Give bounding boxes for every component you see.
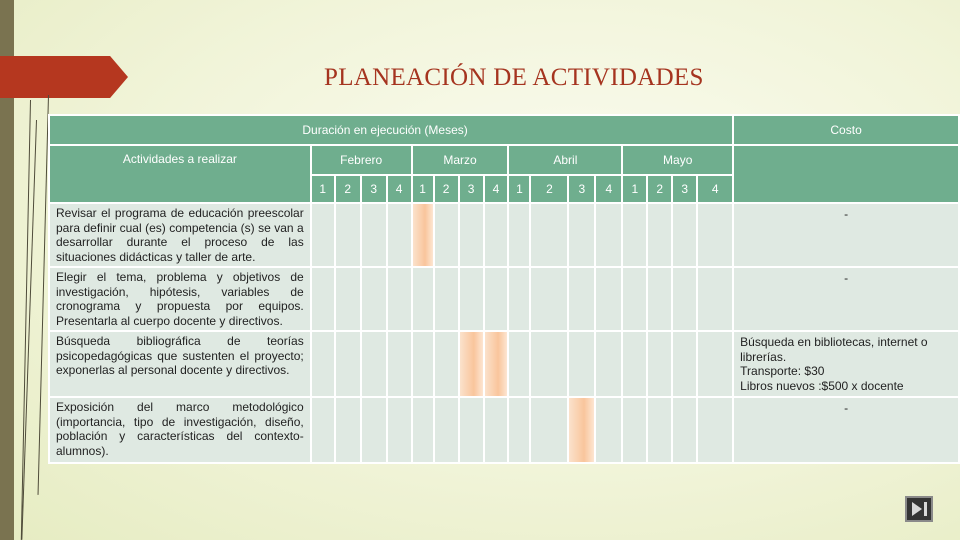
- week-cell: [387, 267, 412, 331]
- cost-cell: [733, 331, 959, 397]
- cost-line: Transporte: $30: [740, 364, 825, 378]
- week-cell: [361, 203, 387, 267]
- week-cell: [530, 267, 568, 331]
- activities-header: Actividades a realizar: [49, 145, 311, 203]
- week-header: 3: [459, 175, 484, 203]
- cost-line: -: [844, 207, 849, 221]
- next-slide-button[interactable]: [905, 496, 933, 522]
- week-header: 3: [568, 175, 595, 203]
- week-cell: [622, 331, 647, 397]
- week-header: 3: [361, 175, 387, 203]
- week-header: 2: [530, 175, 568, 203]
- month-header: Abril: [508, 145, 622, 175]
- week-cell: [647, 331, 672, 397]
- week-header: 2: [647, 175, 672, 203]
- month-header: Marzo: [412, 145, 509, 175]
- cost-line: -: [844, 271, 849, 285]
- week-cell: [595, 267, 622, 331]
- week-header: 3: [672, 175, 697, 203]
- cost-cell: [733, 397, 959, 463]
- activity-cell: Elegir el tema, problema y objetivos de investigación, hipótesis, variables de cronograma y propuesta por equipos. Presentarla al cuerpo docente y directivos.: [49, 267, 311, 331]
- scheduled-week-cell: [459, 331, 484, 397]
- week-cell: [434, 203, 459, 267]
- months-row: [49, 145, 959, 175]
- week-cell: [568, 203, 595, 267]
- month-header: Febrero: [311, 145, 412, 175]
- duration-header: Duración en ejecución (Meses): [302, 123, 468, 137]
- cost-cell: [733, 203, 959, 267]
- week-cell: [697, 331, 733, 397]
- week-cell: [459, 267, 484, 331]
- week-cell: [595, 397, 622, 463]
- scheduled-week-cell: [568, 397, 595, 463]
- scheduled-week-cell: [484, 331, 509, 397]
- week-cell: [672, 397, 697, 463]
- week-cell: [672, 331, 697, 397]
- week-header: 4: [595, 175, 622, 203]
- week-header: 1: [412, 175, 434, 203]
- week-cell: [434, 331, 459, 397]
- week-cell: [335, 267, 361, 331]
- week-cell: [335, 397, 361, 463]
- week-header: 1: [622, 175, 647, 203]
- week-cell: [530, 331, 568, 397]
- week-cell: [434, 397, 459, 463]
- table-row: [49, 267, 959, 331]
- week-header: 4: [387, 175, 412, 203]
- week-cell: [622, 397, 647, 463]
- week-cell: [335, 331, 361, 397]
- week-cell: [361, 397, 387, 463]
- table-row: [49, 203, 959, 267]
- week-header: 1: [311, 175, 335, 203]
- week-cell: [530, 203, 568, 267]
- week-header: 4: [697, 175, 733, 203]
- activities-table: [48, 114, 960, 464]
- week-cell: [508, 267, 530, 331]
- week-cell: [412, 267, 434, 331]
- week-header: 2: [335, 175, 361, 203]
- week-cell: [647, 397, 672, 463]
- table-row: [49, 397, 959, 463]
- week-header: 1: [508, 175, 530, 203]
- cost-line: Búsqueda en bibliotecas, internet o librerías.: [740, 335, 928, 364]
- activity-cell: Revisar el programa de educación preescolar para definir cual (es) competencia (s) se van a desarrollar durante el proceso de las situaciones didácticas y taller de arte.: [49, 203, 311, 267]
- week-cell: [434, 267, 459, 331]
- activity-cell: Exposición del marco metodológico (importancia, tipo de investigación, diseño, población y características del contexto- alumnos).: [49, 397, 311, 463]
- week-cell: [311, 331, 335, 397]
- week-cell: [484, 267, 509, 331]
- week-cell: [508, 397, 530, 463]
- cost-header: Costo: [733, 115, 959, 145]
- week-header: 2: [434, 175, 459, 203]
- week-cell: [459, 397, 484, 463]
- week-cell: [508, 331, 530, 397]
- scheduled-week-cell: [412, 203, 434, 267]
- cost-cell: [733, 267, 959, 331]
- week-cell: [387, 203, 412, 267]
- week-cell: [459, 203, 484, 267]
- week-cell: [484, 203, 509, 267]
- table-row: [49, 331, 959, 397]
- week-cell: [311, 397, 335, 463]
- week-cell: [311, 203, 335, 267]
- week-header: 4: [484, 175, 509, 203]
- week-cell: [361, 267, 387, 331]
- week-cell: [672, 203, 697, 267]
- week-cell: [387, 331, 412, 397]
- week-cell: [622, 203, 647, 267]
- week-cell: [484, 397, 509, 463]
- week-cell: [361, 331, 387, 397]
- week-cell: [311, 267, 335, 331]
- week-cell: [622, 267, 647, 331]
- week-cell: [647, 267, 672, 331]
- next-slide-icon: [912, 502, 922, 516]
- page-title: PLANEACIÓN DE ACTIVIDADES: [324, 64, 704, 91]
- week-cell: [530, 397, 568, 463]
- week-cell: [647, 203, 672, 267]
- week-cell: [568, 331, 595, 397]
- week-cell: [697, 397, 733, 463]
- week-cell: [335, 203, 361, 267]
- arrow-decoration: [0, 56, 128, 98]
- cost-line: -: [844, 401, 849, 415]
- week-cell: [412, 331, 434, 397]
- cost-header-cell: [733, 145, 959, 203]
- week-cell: [697, 267, 733, 331]
- week-cell: [387, 397, 412, 463]
- activity-cell: Búsqueda bibliográfica de teorías psicopedagógicas que sustenten el proyecto; exponerlas al personal docente y directivos.: [49, 331, 311, 397]
- week-cell: [412, 397, 434, 463]
- week-cell: [595, 331, 622, 397]
- cost-line: Libros nuevos :$500 x docente: [740, 378, 904, 393]
- week-cell: [568, 267, 595, 331]
- week-cell: [508, 203, 530, 267]
- end-bar-icon: [924, 502, 927, 516]
- week-cell: [672, 267, 697, 331]
- header-row: [49, 115, 959, 145]
- week-cell: [595, 203, 622, 267]
- week-cell: [697, 203, 733, 267]
- month-header: Mayo: [622, 145, 733, 175]
